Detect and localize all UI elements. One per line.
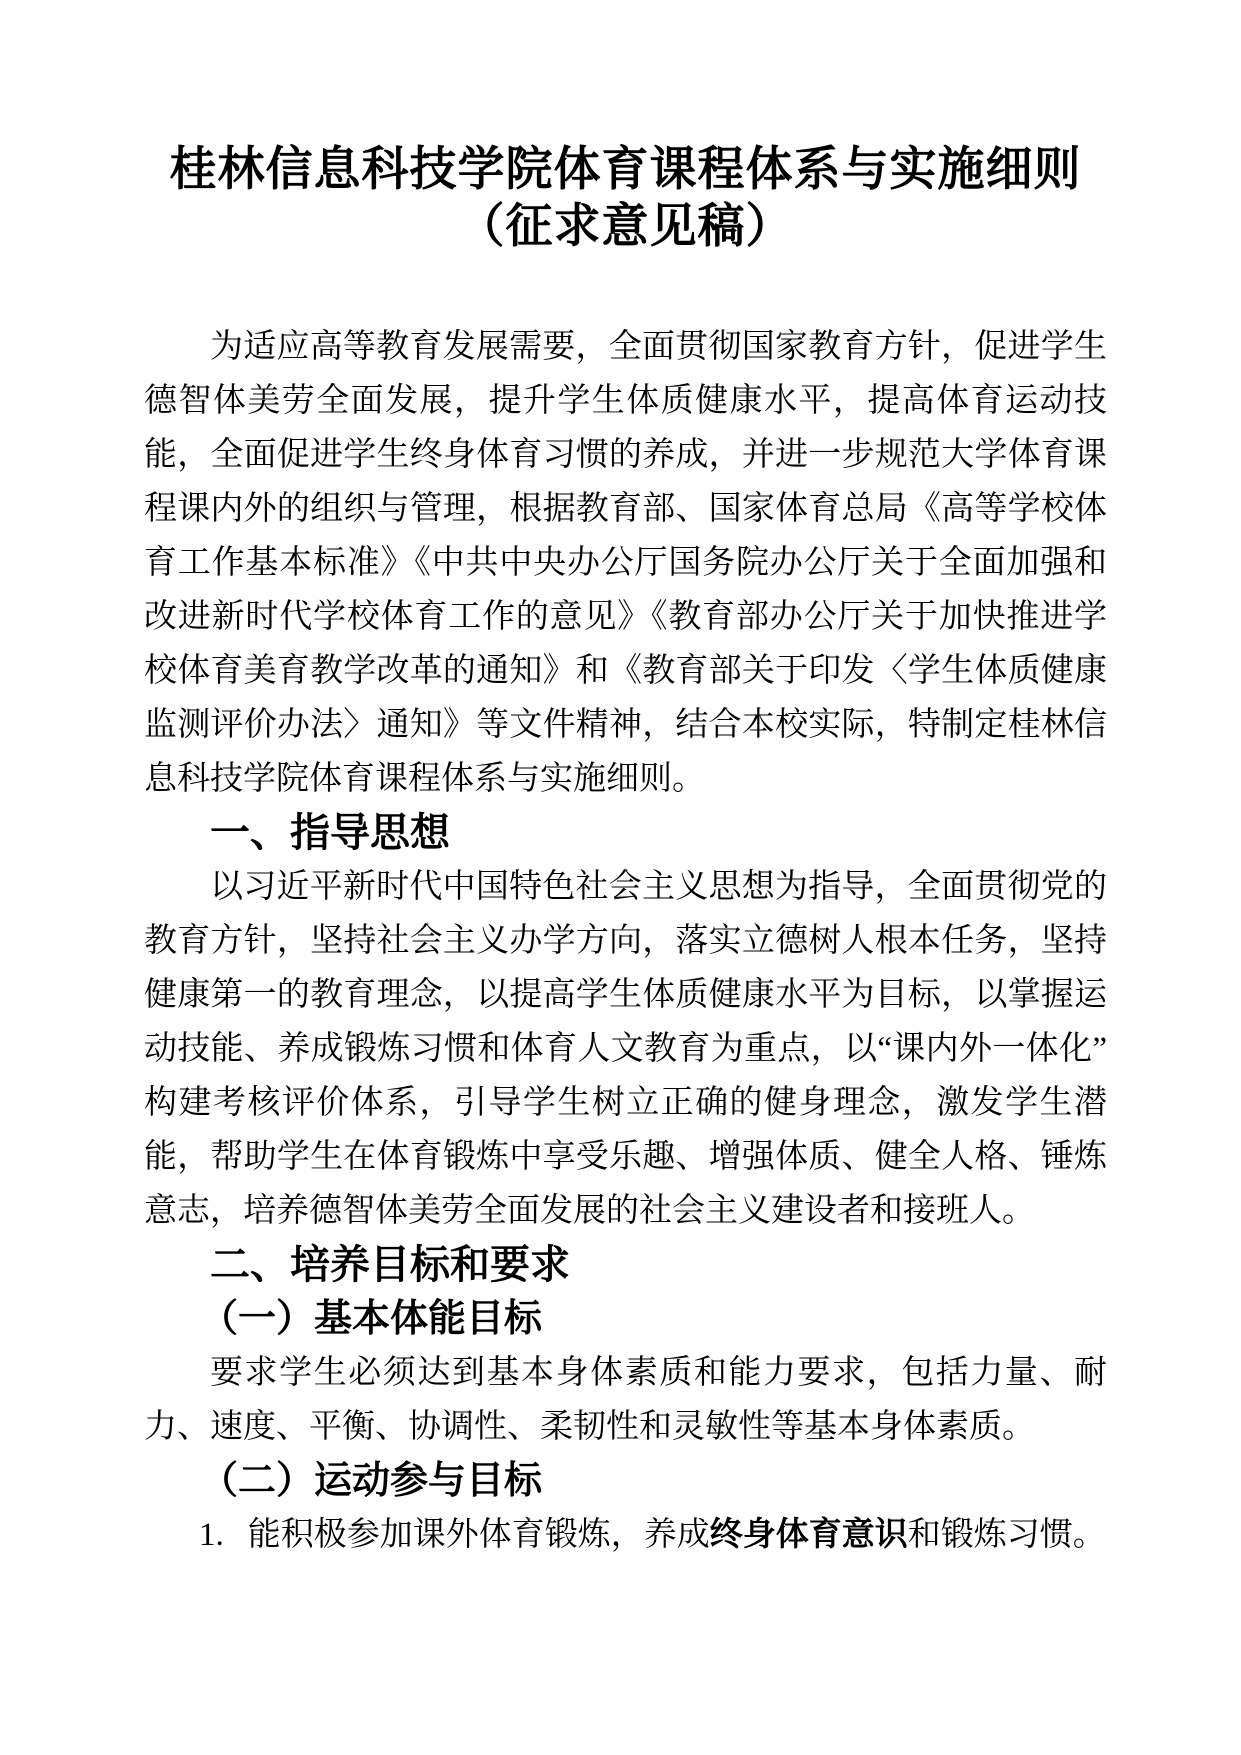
section-1-paragraph: 以习近平新时代中国特色社会主义思想为指导，全面贯彻党的教育方针，坚持社会主义办学方向，落实立德树人根本任务，坚持健康第一的教育理念，以提高学生体质健康水平为目标，以掌握运动技能、养成锻炼习惯和体育人文教育为重点，以“课内外一体化”构建考核评价体系，引导学生树立正确的健身理念，激发学生潜能，帮助学生在体育锻炼中享受乐趣、增强体质、健全人格、锤炼意志，培养德智体美劳全面发展的社会主义建设者和接班人。 — [144, 869, 1107, 1229]
list-item-1-text-before: 能积极参加课外体育锻炼，养成 — [247, 1517, 710, 1553]
list-item-1-number: 1. — [199, 1517, 224, 1553]
list-item-1-bold-text: 终身体育意识 — [709, 1517, 908, 1553]
title-line-1: 桂林信息科技学院体育课程体系与实施细则 — [169, 142, 1082, 195]
subsection-1-paragraph: 要求学生必须达到基本身体素质和能力要求，包括力量、耐力、速度、平衡、协调性、柔韧性和灵敏性等基本身体素质。 — [144, 1355, 1107, 1445]
section-2-heading: 二、培养目标和要求 — [210, 1243, 570, 1287]
list-item-1 — [144, 1508, 1107, 1562]
document-body — [144, 320, 1107, 1562]
subsection-1-heading: （一）基本体能目标 — [200, 1298, 543, 1340]
intro-paragraph: 为适应高等教育发展需要，全面贯彻国家教育方针，促进学生德智体美劳全面发展，提升学生体质健康水平，提高体育运动技能，全面促进学生终身体育习惯的养成，并进一步规范大学体育课程课内外的组织与管理，根据教育部、国家体育总局《高等学校体育工作基本标准》《中共中央办公厅国务院办公厅关于全面加强和改进新时代学校体育工作的意见》《教育部办公厅关于加快推进学校体育美育教学改革的通知》和《教育部关于印发〈学生体质健康监测评价办法〉通知》等文件精神，结合本校实际，特制定桂林信息科技学院体育课程体系与实施细则。 — [144, 329, 1107, 797]
title-line-2: （征求意见稿） — [457, 199, 794, 252]
list-item-1-text-after: 和锻炼习惯。 — [907, 1517, 1106, 1553]
section-1-heading: 一、指导思想 — [210, 811, 450, 855]
subsection-2-heading: （二）运动参与目标 — [200, 1460, 543, 1502]
document-title — [144, 140, 1107, 254]
